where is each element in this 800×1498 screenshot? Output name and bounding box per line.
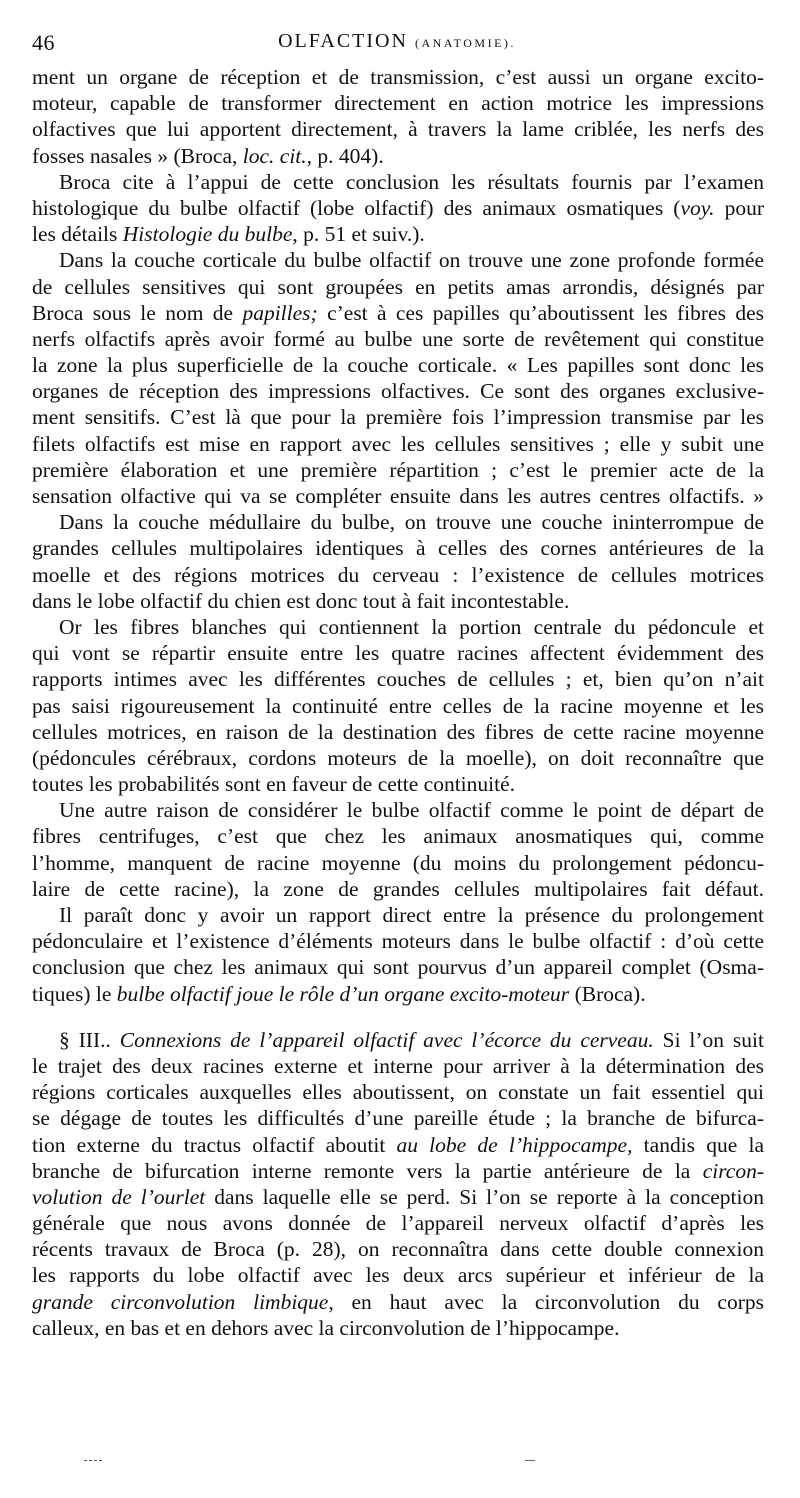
text-line: olfactives que lui apportent directement, à travers la lame criblée, les nerfs des	[32, 117, 764, 142]
footer-mark	[525, 1460, 535, 1465]
text-line: les rapports du lobe olfactif avec les deux arcs supérieur et inférieur de la	[32, 1263, 764, 1288]
text-line: volution de l’ourlet dans laquelle elle se perd. Si l’on se reporte à la conception	[32, 1184, 764, 1209]
text-line: le trajet des deux racines externe et interne pour arriver à la détermination des	[32, 1053, 764, 1078]
text-line: filets olfactifs est mise en rapport avec les cellules sensitives ; elle y subit une	[32, 431, 764, 456]
text-line: la zone la plus superficielle de la couche corticale. « Les papilles sont donc les	[32, 353, 764, 378]
text-line: tiques) le bulbe olfactif joue le rôle d’un organe excito-moteur (Broca).	[32, 981, 646, 1006]
text-line: moelle et des régions motrices du cerveau : l’existence de cellules motrices	[32, 562, 764, 587]
text-line: se dégage de toutes les difficultés d’une pareille étude ; la branche de bifurca-	[32, 1106, 764, 1131]
page-body-text	[32, 64, 764, 1341]
text-line: régions corticales auxquelles elles aboutissent, on constate un fait essentiel qui	[32, 1080, 764, 1105]
text-line: ment sensitifs. C’est là que pour la première fois l’impression transmise par les	[32, 405, 764, 430]
text-line: Or les fibres blanches qui contiennent la portion centrale du pédoncule et	[59, 614, 764, 639]
text-line: toutes les probabilités sont en faveur de cette continuité.	[32, 772, 516, 797]
text-line: conclusion que chez les animaux qui sont pourvus d’un appareil complet (Osma-	[32, 955, 764, 980]
text-line: histologique du bulbe olfactif (lobe olfactif) des animaux osmatiques (voy. pour	[32, 195, 764, 220]
text-line: Il paraît donc y avoir un rapport direct entre la présence du prolongement	[59, 903, 764, 927]
paragraph-gap	[32, 1007, 764, 1027]
text-line: récents travaux de Broca (p. 28), on reconnaîtra dans cette double connexion	[32, 1237, 764, 1262]
text-line: cellules motrices, en raison de la destination des fibres de cette racine moyenne	[32, 719, 764, 744]
running-title-main: OLFACTION	[278, 30, 408, 52]
text-line: ment un organe de réception et de transmission, c’est aussi un organe excito-	[32, 65, 764, 89]
text-line: calleux, en bas et en dehors avec la circonvolution de l’hippocampe.	[32, 1315, 620, 1340]
text-line: laire de cette racine), la zone de grandes cellules multipolaires fait défaut.	[32, 876, 764, 901]
text-line: générale que nous avons donnée de l’appareil nerveux olfactif d’après les	[32, 1211, 764, 1236]
text-line: fibres centrifuges, c’est que chez les animaux anosmatiques qui, comme	[32, 824, 764, 849]
text-line: les détails Histologie du bulbe, p. 51 et suiv.).	[32, 222, 425, 247]
text-line: première élaboration et une première répartition ; c’est le premier acte de la	[32, 457, 764, 482]
text-line: pédonculaire et l’existence d’éléments moteurs dans le bulbe olfactif : d’où cette	[32, 929, 764, 954]
text-line: dans le lobe olfactif du chien est donc tout à fait incontestable.	[32, 588, 570, 613]
text-line: moteur, capable de transformer directement en action motrice les impressions	[32, 91, 764, 116]
text-line: § III.. Connexions de l’appareil olfactif avec l’écorce du cerveau. Si l’on suit	[59, 1027, 764, 1052]
text-line: (pédoncules cérébraux, cordons moteurs de la moelle), on doit reconnaître que	[32, 745, 764, 770]
text-line: sensation olfactive qui va se compléter ensuite dans les autres centres olfactifs. »	[32, 484, 764, 508]
text-line: Broca sous le nom de papilles; c’est à ces papilles qu’aboutissent les fibres des	[32, 300, 764, 325]
text-line: fosses nasales » (Broca, loc. cit., p. 404).	[32, 143, 384, 168]
text-line: nerfs olfactifs après avoir formé au bulbe une sorte de revêtement qui constitue	[32, 326, 764, 351]
text-line: Broca cite à l’appui de cette conclusion les résultats fournis par l’examen	[59, 169, 764, 194]
text-line: pas saisi rigoureusement la continuité entre celles de la racine moyenne et les	[32, 693, 764, 718]
running-title-subtitle: (ANATOMIE).	[414, 36, 516, 50]
page-number: 46	[32, 30, 55, 55]
text-line: de cellules sensitives qui sont groupées en petits amas arrondis, désignés par	[32, 274, 764, 299]
text-line: Une autre raison de considérer le bulbe olfactif comme le point de départ de	[59, 798, 764, 823]
footer-mark	[84, 1460, 102, 1465]
running-title	[32, 30, 762, 53]
text-line: Dans la couche médullaire du bulbe, on trouve une couche ininterrompue de	[59, 510, 764, 535]
text-line: branche de bifurcation interne remonte vers la partie antérieure de la circon-	[32, 1158, 764, 1183]
text-line: rapports intimes avec les différentes couches de cellules ; et, bien qu’on n’ait	[32, 667, 764, 692]
text-line: organes de réception des impressions olfactives. Ce sont des organes exclusive-	[32, 379, 764, 404]
text-line: tion externe du tractus olfactif aboutit au lobe de l’hippocampe, tandis que la	[32, 1132, 764, 1157]
text-line: grande circonvolution limbique, en haut avec la circonvolution du corps	[32, 1289, 764, 1314]
text-line: qui vont se répartir ensuite entre les quatre racines affectent évidemment des	[32, 641, 764, 666]
text-line: grandes cellules multipolaires identiques à celles des cornes antérieures de la	[32, 536, 764, 561]
text-line: Dans la couche corticale du bulbe olfactif on trouve une zone profonde formée	[59, 248, 764, 273]
running-header	[32, 30, 762, 60]
text-line: l’homme, manquent de racine moyenne (du moins du prolongement pédoncu-	[32, 850, 764, 875]
